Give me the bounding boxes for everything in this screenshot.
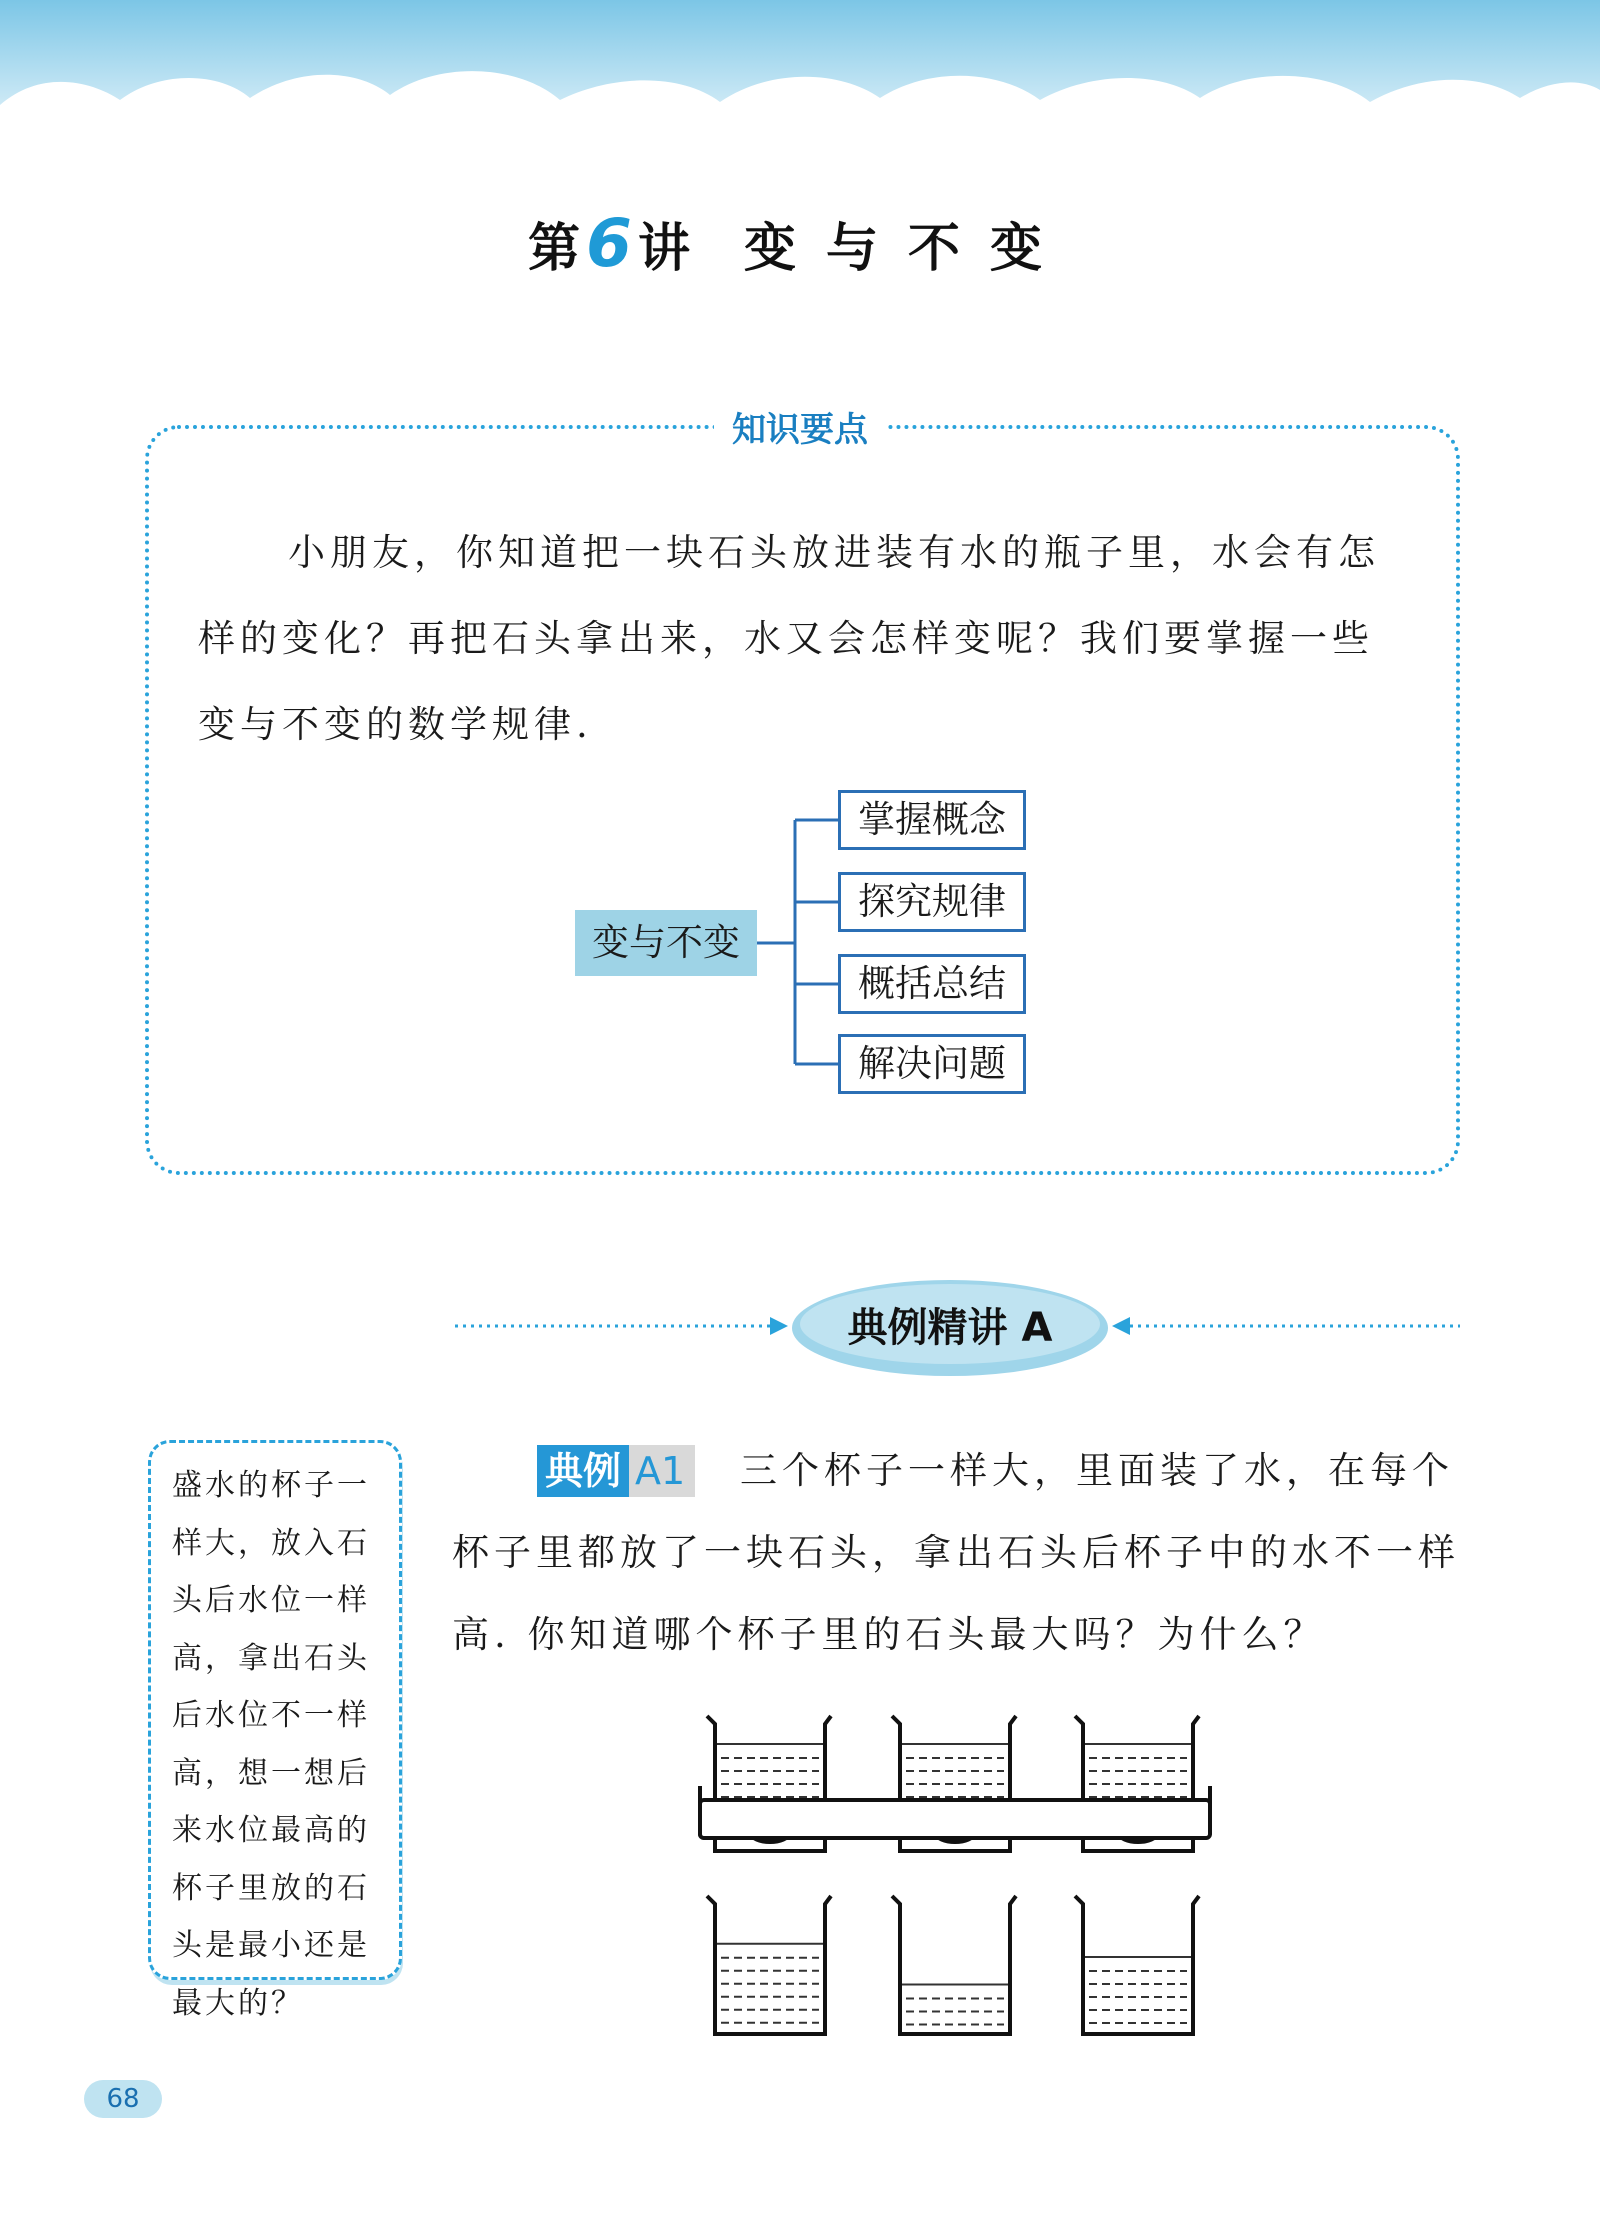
example-banner-title: 典例精讲 A: [847, 1305, 1053, 1351]
example-problem-text: 三个杯子一样大，里面装了水，在每个杯子里都放了一块石头，拿出石头后杯子中的水不一样高. 你知道哪个杯子里的石头最大吗？为什么？: [452, 1449, 1460, 1656]
mindmap-leaf: 解决问题: [838, 1034, 1026, 1094]
lesson-prefix: 第: [528, 218, 585, 279]
knowledge-points-text: 小朋友，你知道把一块石头放进装有水的瓶子里，水会有怎样的变化？再把石头拿出来，水又会怎样变呢？我们要掌握一些变与不变的数学规律.: [198, 531, 1380, 746]
lesson-number: 6: [586, 205, 636, 282]
tip-text: 盛水的杯子一样大，放入石头后水位一样高，拿出石头后水位不一样高，想一想后来水位最高的杯子里放的石头是最小还是最大的？: [172, 1468, 370, 2021]
beaker-tray-shelf: [700, 1800, 1210, 1838]
mindmap-leaf: 探究规律: [838, 872, 1026, 932]
example-label-code: A1: [629, 1445, 695, 1497]
beaker-after-stone-removed: [707, 1896, 831, 2034]
beaker-after-stone-removed: [892, 1896, 1016, 2034]
page-number: 68: [84, 2080, 162, 2118]
knowledge-points-heading-label: 知识要点: [714, 410, 886, 450]
mindmap-leaf: 掌握概念: [838, 790, 1026, 850]
mindmap-root: 变与不变: [575, 910, 757, 976]
mindmap-leaf: 概括总结: [838, 954, 1026, 1014]
beaker-after-stone-removed: [1075, 1896, 1199, 2034]
example-label-main: 典例: [537, 1445, 629, 1497]
lesson-topic: 变与不变: [743, 218, 1072, 279]
lesson-suffix: 讲: [637, 218, 694, 279]
